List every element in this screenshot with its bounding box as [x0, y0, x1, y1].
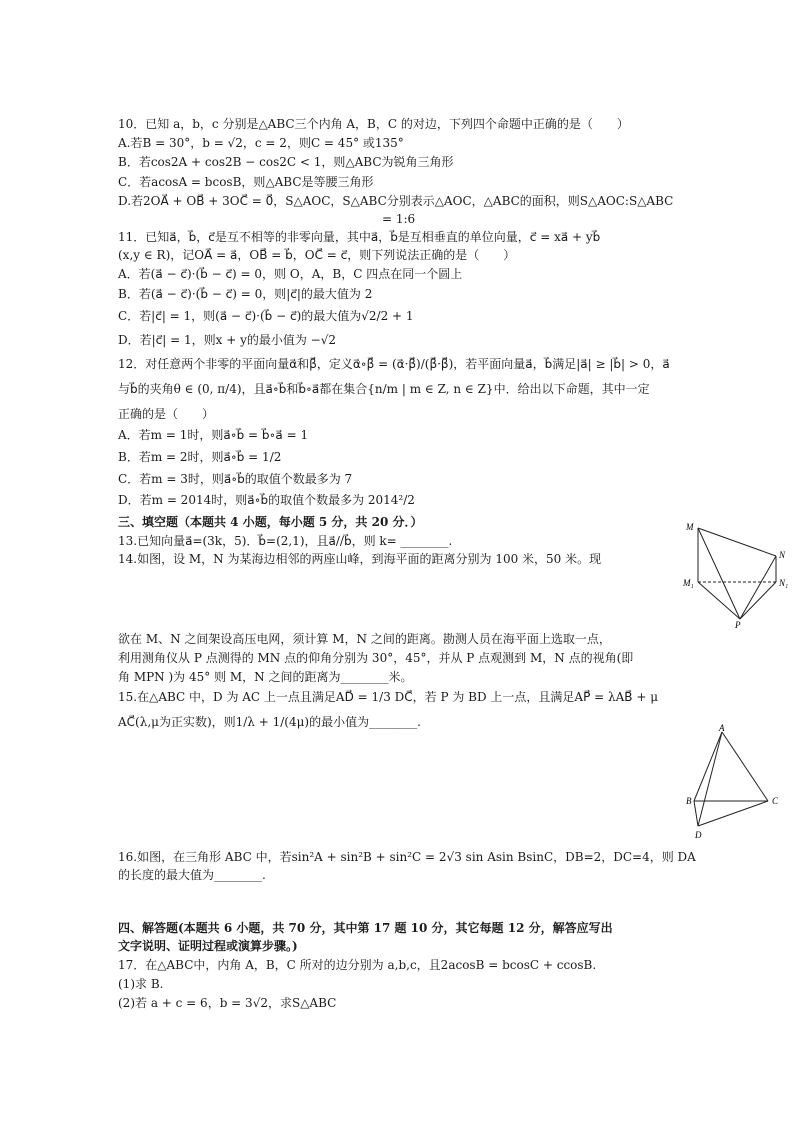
q10-option-d-cont: = 1:6: [382, 212, 416, 226]
q14-line-2: 欲在 M、N 之间架设高压电网，须计算 M，N 之间的距离。勘测人员在海平面上选取一点，: [118, 632, 611, 646]
label-m1: M₁: [683, 578, 694, 588]
q10-option-d: D.若2OA⃗ + OB⃗ + 3OC⃗ = 0⃗，S△AOC，S△ABC分别表示△AOC，△ABC的面积，则S△AOC:S△ABC: [118, 194, 674, 208]
section-4-heading-cont: 文字说明、证明过程或演算步骤。): [118, 939, 298, 953]
q11-option-c: C．若|c⃗| = 1，则(a⃗ − c⃗)·(b⃗ − c⃗)的最大值为√2/2 + 1: [118, 309, 414, 323]
edge-dc: [698, 801, 768, 826]
q14-line-1: 14.如图，设 M，N 为某海边相邻的两座山峰，到海平面的距离分别为 100 米，50 米。现: [118, 552, 602, 566]
q11-stem: 11．已知a⃗，b⃗，c⃗是互不相等的非零向量，其中a⃗，b⃗是互相垂直的单位向量，c⃗ = xa⃗ + yb⃗: [118, 230, 601, 244]
q17-part-1: (1)求 B.: [118, 977, 164, 991]
label-n1: N₁: [779, 578, 789, 588]
label-m: M: [686, 522, 694, 532]
q12-option-b: B．若m = 2时，则a⃗∘b⃗ = 1/2: [118, 450, 282, 464]
label-d: D: [695, 830, 702, 840]
q12-stem: 12．对任意两个非零的平面向量α⃗和β⃗，定义α⃗∘β⃗ = (α⃗·β⃗)/(β⃗·β⃗)，若平面向量a⃗，b⃗满足|a⃗| ≥ |b⃗| > 0，a⃗: [118, 357, 670, 371]
q11-option-d: D．若|c⃗| = 1，则x + y的最小值为 −√2: [118, 333, 337, 347]
edge-ac: [722, 732, 768, 801]
q17-part-2: (2)若 a + c = 6，b = 3√2，求S△ABC: [118, 996, 337, 1010]
label-p: P: [735, 620, 741, 628]
q16-line-1: 16.如图，在三角形 ABC 中，若sin²A + sin²B + sin²C = 2√3 sin Asin BsinC，DB=2，DC=4，则 DA: [118, 850, 696, 864]
q15-line-1: 15.在△ABC 中，D 为 AC 上一点且满足AD⃗ = 1/3 DC⃗，若 P 为 BD 上一点，且满足AP⃗ = λAB⃗ + μ: [118, 690, 658, 704]
q12-stem-cont: 与b⃗的夹角θ ∈ (0, π/4)，且a⃗∘b⃗和b⃗∘a⃗都在集合{n/m | m ∈ Z, n ∈ Z}中．给出以下命题，其中一定: [118, 382, 650, 396]
q12-option-c: C．若m = 3时，则a⃗∘b⃗的取值个数最多为 7: [118, 472, 353, 486]
q11-option-a: A．若(a⃗ − c⃗)·(b⃗ − c⃗) = 0，则 O，A，B，C 四点在同一个圆上: [118, 267, 463, 281]
edge-ab: [694, 732, 722, 801]
section-4-heading: 四、解答题(本题共 6 小题，共 70 分，其中第 17 题 10 分，其它每题 12 分，解答应写出: [118, 921, 613, 935]
label-a: A: [719, 724, 725, 733]
q12-option-a: A．若m = 1时，则a⃗∘b⃗ = b⃗∘a⃗ = 1: [118, 428, 309, 442]
line-m-p: [698, 528, 740, 619]
q11-option-b: B．若(a⃗ − c⃗)·(b⃗ − c⃗) = 0，则|c⃗|的最大值为 2: [118, 287, 373, 301]
q10-option-a: A.若B = 30°，b = √2，c = 2，则C = 45° 或135°: [118, 136, 404, 150]
edge-ad: [698, 732, 722, 826]
q12-option-d: D．若m = 2014时，则a⃗∘b⃗的取值个数最多为 2014²/2: [118, 493, 415, 507]
section-3-heading: 三、填空题（本题共 4 小题，每小题 5 分，共 20 分．）: [118, 515, 423, 529]
q10-stem: 10．已知 a，b，c 分别是△ABC三个内角 A，B，C 的对边，下列四个命题中正确的是（ ）: [118, 117, 629, 131]
line-m-n: [698, 528, 776, 556]
q14-mountain-figure: [680, 516, 790, 628]
q14-line-3: 利用测角仪从 P 点测得的 MN 点的仰角分别为 30°，45°，并从 P 点观测到 M，N 点的视角(即: [118, 651, 634, 665]
q11-stem-cont: (x,y ∈ R)，记OA⃗ = a⃗，OB⃗ = b⃗，OC⃗ = c⃗，则下列说法正确的是（ ）: [118, 248, 516, 262]
label-b: B: [686, 796, 692, 806]
label-c: C: [772, 796, 779, 806]
q16-triangle-figure: [686, 724, 786, 842]
edge-bd: [694, 801, 698, 826]
q14-line-4: 角 MPN )为 45° 则 M，N 之间的距离为________米。: [118, 670, 413, 684]
q15-line-2: AC⃗(λ,μ为正实数)，则1/λ + 1/(4μ)的最小值为________.: [118, 715, 421, 729]
q12-stem-cont2: 正确的是（ ）: [118, 407, 215, 421]
q13: 13.已知向量a⃗=(3k，5)．b⃗=(2,1)，且a⃗//b⃗，则 k= ________.: [118, 534, 453, 548]
label-n: N: [779, 550, 786, 560]
q10-option-b: B．若cos2A + cos2B − cos2C < 1，则△ABC为锐角三角形: [118, 155, 454, 169]
q10-option-c: C．若acosA = bcosB，则△ABC是等腰三角形: [118, 175, 374, 189]
line-m1-p: [698, 582, 740, 619]
q17-stem: 17．在△ABC中，内角 A，B，C 所对的边分别为 a,b,c，且2acosB = bcosC + ccosB.: [118, 958, 597, 972]
q16-line-2: 的长度的最大值为________.: [118, 868, 266, 882]
